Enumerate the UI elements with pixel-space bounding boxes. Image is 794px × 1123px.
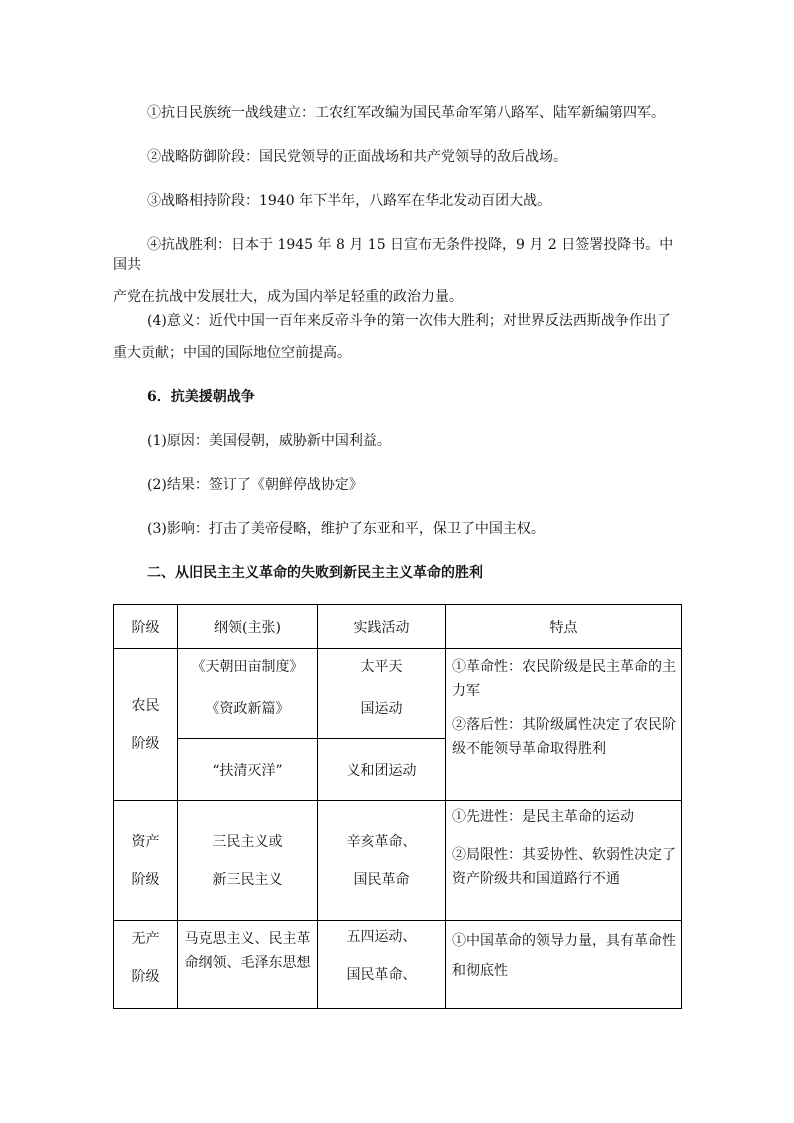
table-row: [114, 801, 682, 921]
paragraph-strategic-defense: ②战略防御阶段：国民党领导的正面战场和共产党领导的敌后战场。: [147, 149, 567, 165]
text-block: [113, 191, 683, 211]
text-block: [113, 519, 683, 539]
header-program: 纲领(主张): [178, 605, 318, 649]
activity-may-fourth: 五四运动、 国民革命、: [318, 921, 446, 1009]
activity-taiping: 太平天 国运动: [318, 649, 446, 739]
paragraph-victory-line1: ④抗战胜利：日本于 1945 年 8 月 15 日宣布无条件投降，9 月 2 日签署投降书。中国共: [113, 237, 674, 273]
text-block: [113, 235, 683, 307]
features-proletariat: ①中国革命的领导力量，具有革命性 和彻底性: [446, 921, 682, 1009]
text-block: [113, 563, 683, 583]
program-taiping: 《天朝田亩制度》 《资政新篇》: [178, 649, 318, 739]
header-activity: 实践活动: [318, 605, 446, 649]
activity-xinhai: 辛亥革命、 国民革命: [318, 801, 446, 921]
header-class: 阶级: [114, 605, 178, 649]
features-bourgeois: ①先进性：是民主革命的运动 ②局限性：其妥协性、软弱性决定了 资产阶级共和国道路行不通: [446, 801, 682, 921]
table-header-row: [114, 605, 682, 649]
program-boxer: “扶清灭洋”: [178, 739, 318, 801]
revolution-class-table: [113, 604, 682, 1009]
paragraph-victory-line2: 产党在抗战中发展壮大，成为国内举足轻重的政治力量。: [113, 289, 463, 305]
paragraph-strategic-stalemate: ③战略相持阶段：1940 年下半年，八路军在华北发动百团大战。: [147, 193, 552, 209]
class-proletariat: 无产 阶级: [114, 921, 178, 1009]
activity-boxer: 义和团运动: [318, 739, 446, 801]
text-block: [113, 475, 683, 495]
section-heading-korean-war: 6．抗美援朝战争: [147, 389, 255, 405]
paragraph-united-front: ①抗日民族统一战线建立：工农红军改编为国民革命军第八路军、陆军新编第四军。: [147, 105, 665, 121]
text-block: [113, 103, 683, 123]
paragraph-cause: (1)原因：美国侵朝，威胁新中国利益。: [147, 433, 391, 449]
class-bourgeois: 资产 阶级: [114, 801, 178, 921]
paragraph-result: (2)结果：签订了《朝鲜停战协定》: [147, 477, 363, 493]
text-block: [113, 387, 683, 407]
paragraph-significance-line1: (4)意义：近代中国一百年来反帝斗争的第一次伟大胜利；对世界反法西斯战争作出了: [147, 313, 671, 329]
section-heading-revolution: 二、从旧民主主义革命的失败到新民主主义革命的胜利: [147, 565, 483, 581]
text-block: [113, 311, 683, 363]
table-row: [114, 649, 682, 739]
program-three-principles: 三民主义或 新三民主义: [178, 801, 318, 921]
text-block: [113, 431, 683, 451]
features-peasant: ①革命性：农民阶级是民主革命的主 力军 ②落后性：其阶级属性决定了农民阶 级不能领导革命取得胜利: [446, 649, 682, 801]
table-row: [114, 921, 682, 1009]
paragraph-impact: (3)影响：打击了美帝侵略，维护了东亚和平，保卫了中国主权。: [147, 521, 545, 537]
header-feature: 特点: [446, 605, 682, 649]
paragraph-significance-line2: 重大贡献；中国的国际地位空前提高。: [113, 345, 351, 361]
text-block: [113, 147, 683, 167]
program-marxism: 马克思主义、民主革 命纲领、毛泽东思想: [178, 921, 318, 1009]
class-peasant: 农民 阶级: [114, 649, 178, 801]
